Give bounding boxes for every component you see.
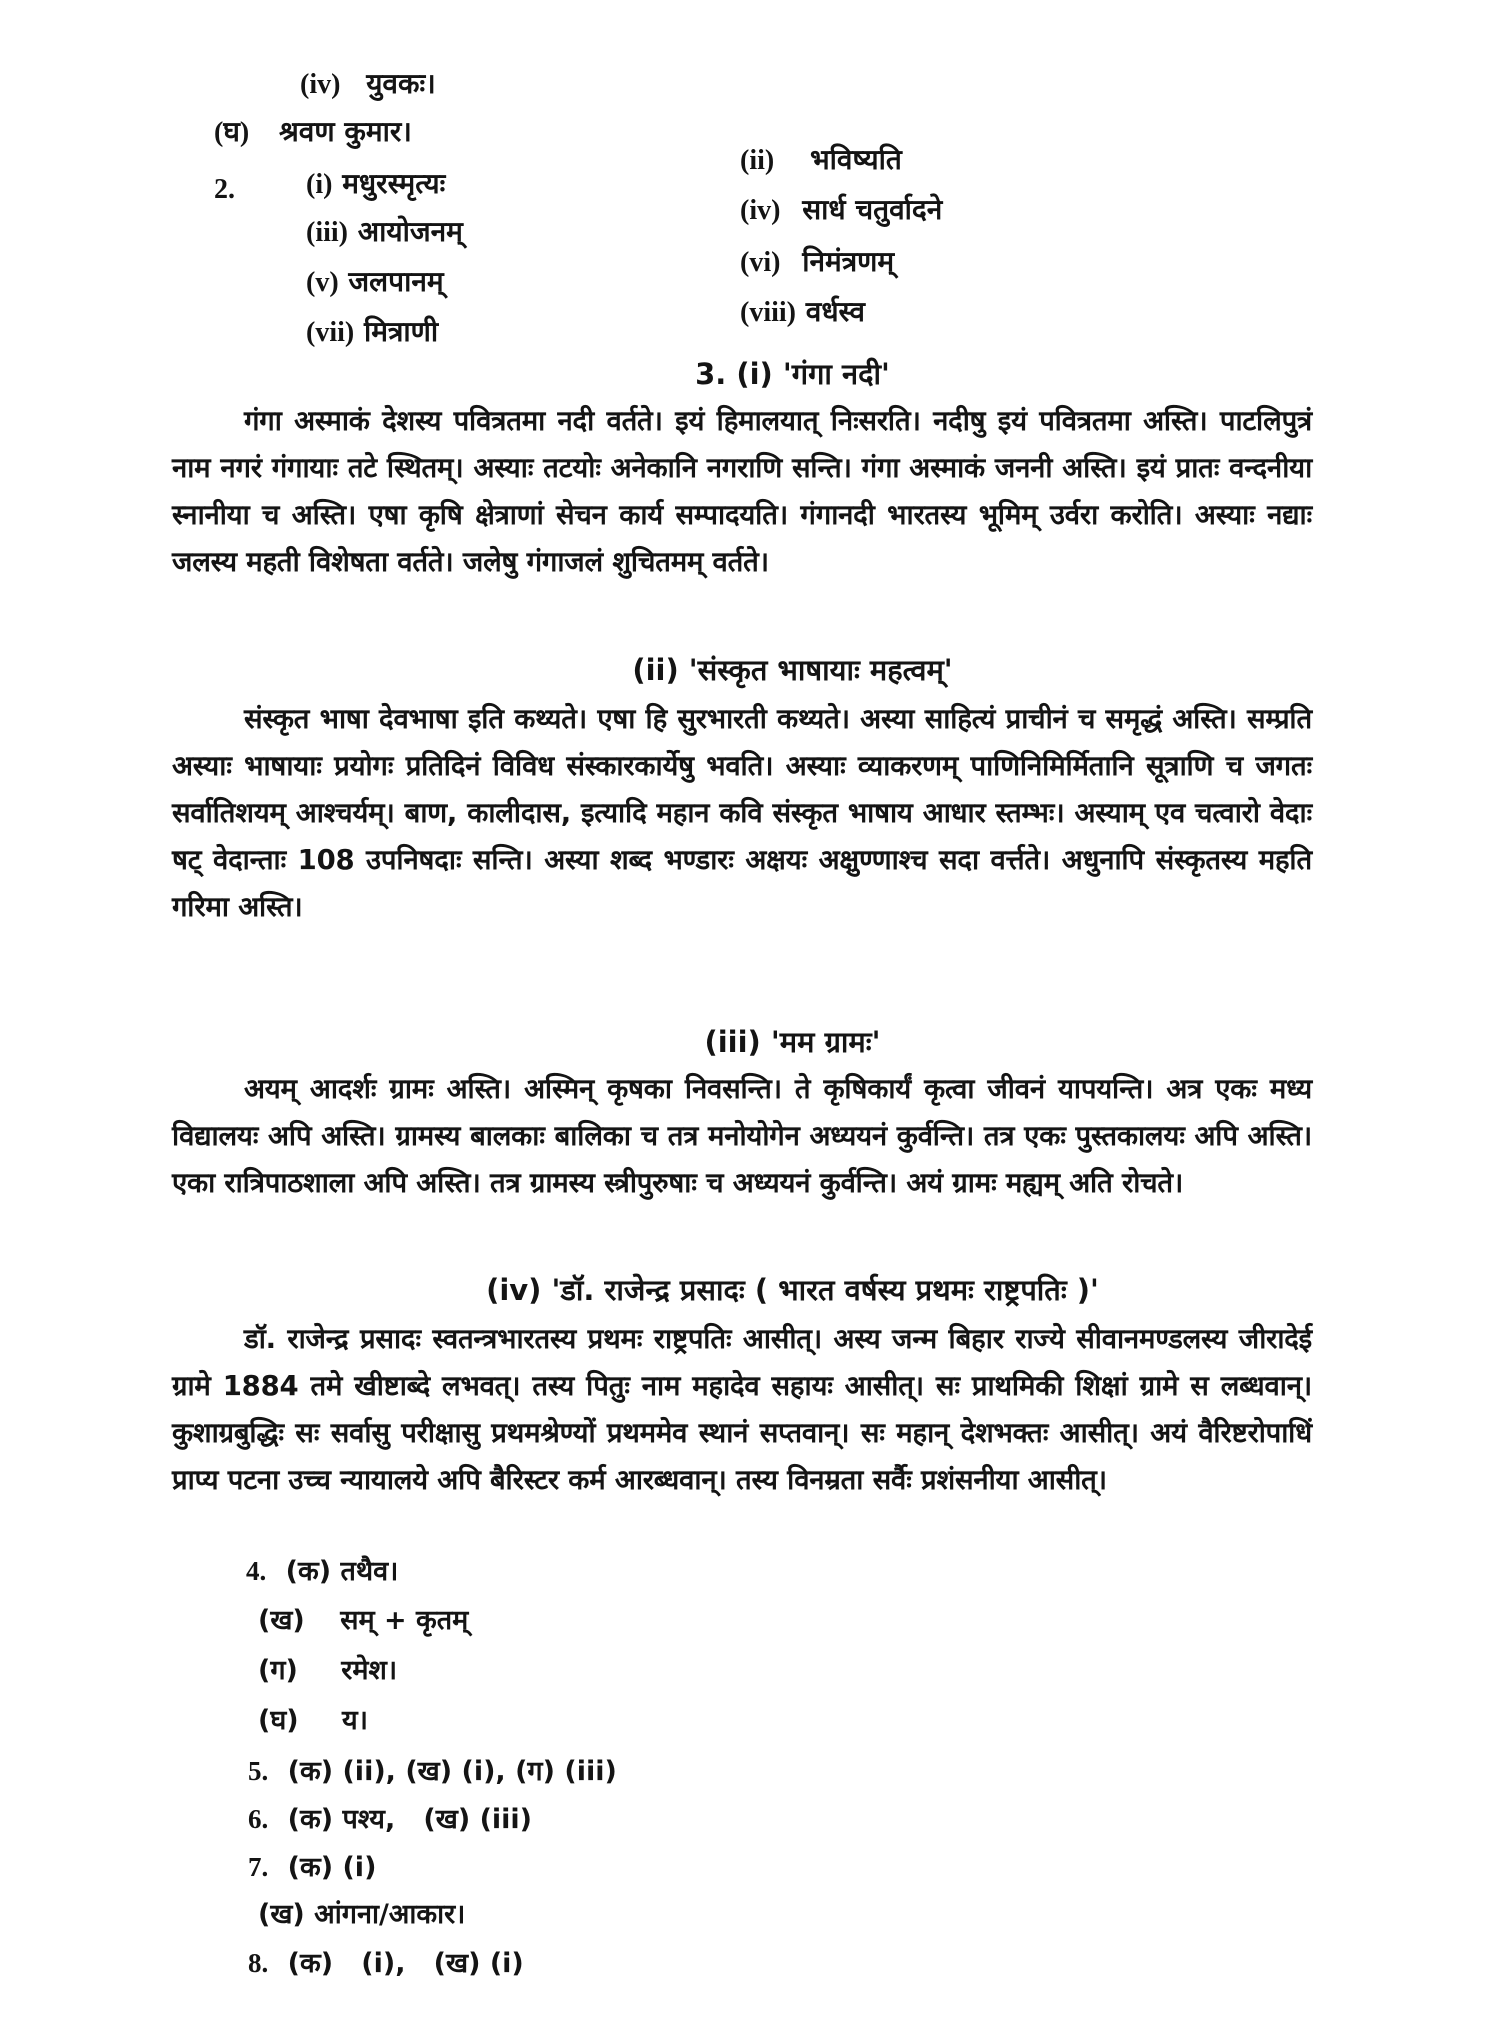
item-label: (क) bbox=[285, 1556, 332, 1587]
item-text: श्रवण कुमार। bbox=[278, 115, 412, 148]
question-number: 8. bbox=[248, 1948, 269, 1978]
q7-answer-kha: (ख) आंगना/आकार। bbox=[258, 1899, 466, 1930]
answer-text: (क) (i), (ख) (i) bbox=[287, 1948, 524, 1979]
q2-item bbox=[740, 294, 865, 331]
item-label: (v) bbox=[306, 267, 339, 298]
item-text: मित्राणी bbox=[363, 315, 439, 348]
item-label: (घ) bbox=[258, 1705, 299, 1736]
q2-item bbox=[740, 142, 902, 179]
q2-item bbox=[740, 244, 894, 281]
question-number: 6. bbox=[248, 1804, 269, 1834]
item-label: (vi) bbox=[740, 247, 781, 278]
q4-item-gha bbox=[258, 1704, 368, 1738]
item-text: जलपानम् bbox=[348, 265, 444, 298]
item-label: (ख) bbox=[258, 1605, 305, 1636]
item-label: (iv) bbox=[300, 69, 341, 100]
essay-body-sanskrit: संस्कृत भाषा देवभाषा इति कथ्यते। एषा हि सुरभारती कथ्यते। अस्या साहित्यं प्राचीनं च समृद्धं अस्ति। सम्प्रति अस्याः भाषायाः प्रयोगः प्रतिदिनं विविध संस्कारकार्येषु भवति। अस्याः व्याकरणम् पाणिनिमिर्मितानि सूत्राणि च जगतः सर्वातिशयम् आश्चर्यम्। बाण, कालीदास, इत्यादि महान कवि संस्कृत भाषाय आधार स्तम्भः। अस्याम् एव चत्वारो वेदाः षट् वेदान्ताः 108 उपनिषदाः सन्ति। अस्या शब्द भण्डारः अक्षयः अक्षुण्णाश्च सदा वर्त्तते। अधुनापि संस्कृतस्य महति गरिमा अस्ति। bbox=[172, 703, 1312, 923]
answer-text: (क) (i) bbox=[287, 1852, 377, 1883]
item-text: य। bbox=[342, 1705, 368, 1736]
question-number: 7. bbox=[248, 1852, 269, 1882]
item-label: (iv) bbox=[740, 195, 781, 226]
essay-body-village: अयम् आदर्शः ग्रामः अस्ति। अस्मिन् कृषका निवसन्ति। ते कृषिकार्यं कृत्वा जीवनं यापयन्ति। अत्र एकः मध्य विद्यालयः अपि अस्ति। ग्रामस्य बालकाः बालिका च तत्र मनोयोगेन अध्ययनं कुर्वन्ति। तत्र एकः पुस्तकालयः अपि अस्ति। एका रात्रिपाठशाला अपि अस्ति। तत्र ग्रामस्य स्त्रीपुरुषाः च अध्ययनं कुर्वन्ति। अयं ग्रामः मह्यम् अति रोचते। bbox=[172, 1073, 1312, 1199]
q2-item bbox=[306, 166, 445, 203]
answer-text: (क) (ii), (ख) (i), (ग) (iii) bbox=[287, 1756, 617, 1787]
essay-heading-ganga: 3. (i) 'गंगा नदी' bbox=[695, 357, 890, 391]
item-text: आयोजनम् bbox=[357, 215, 463, 248]
q2-number: 2. bbox=[214, 174, 235, 205]
essay-body-ganga: गंगा अस्माकं देशस्य पवित्रतमा नदी वर्तते। इयं हिमालयात् निःसरति। नदीषु इयं पवित्रतमा अस्ति। पाटलिपुत्रं नाम नगरं गंगायाः तटे स्थितम्। अस्याः तटयोः अनेकानि नगराणि सन्ति। गंगा अस्माकं जननी अस्ति। इयं प्रातः वन्दनीया स्नानीया च अस्ति। एषा कृषि क्षेत्राणां सेचन कार्य सम्पादयति। गंगानदी भारतस्य भूमिम् उर्वरा करोति। अस्याः नद्याः जलस्य महती विशेषता वर्तते। जलेषु गंगाजलं शुचितमम् वर्तते। bbox=[172, 405, 1312, 578]
q1-item-iv bbox=[300, 66, 436, 103]
item-text: निमंत्रणम् bbox=[802, 245, 895, 278]
item-text: भविष्यति bbox=[809, 143, 902, 176]
q7-answer-ka bbox=[248, 1850, 376, 1885]
item-label: (ii) bbox=[740, 145, 775, 176]
essay-heading-rajendra-prasad: (iv) 'डॉ. राजेन्द्र प्रसादः ( भारत वर्षस्य प्रथमः राष्ट्रपतिः )' bbox=[486, 1273, 1099, 1307]
q2-item bbox=[306, 264, 444, 301]
q6-answer bbox=[248, 1802, 532, 1837]
q4-item-ka bbox=[246, 1554, 398, 1589]
essay-heading-village: (iii) 'मम ग्रामः' bbox=[704, 1025, 881, 1059]
essay-heading-sanskrit: (ii) 'संस्कृत भाषायाः महत्वम्' bbox=[632, 653, 953, 687]
item-text: मधुरस्मृत्यः bbox=[342, 167, 446, 200]
item-text: युवकः। bbox=[366, 67, 436, 100]
item-label: (viii) bbox=[740, 297, 796, 328]
item-label: (iii) bbox=[306, 217, 348, 248]
question-number: 5. bbox=[248, 1756, 269, 1786]
q2-item bbox=[740, 192, 942, 229]
item-text: तथैव। bbox=[340, 1556, 399, 1587]
item-text: रमेश। bbox=[341, 1655, 398, 1686]
item-text: सार्ध चतुर्वादने bbox=[802, 193, 943, 226]
q2-item bbox=[306, 214, 463, 251]
item-text: वर्धस्व bbox=[805, 295, 865, 328]
item-label: (ग) bbox=[258, 1655, 298, 1686]
q8-answer bbox=[248, 1946, 524, 1981]
item-label: (घ) bbox=[214, 117, 250, 148]
answer-text: (क) पश्य, (ख) (iii) bbox=[287, 1804, 533, 1835]
essay-body-rajendra-prasad: डॉ. राजेन्द्र प्रसादः स्वतन्त्रभारतस्य प्रथमः राष्ट्रपतिः आसीत्। अस्य जन्म बिहार राज्ये सीवानमण्डलस्य जीरादेई ग्रामे 1884 तमे खीष्टाब्दे लभवत्। तस्य पितुः नाम महादेव सहायः आसीत्। सः प्राथमिकी शिक्षां ग्रामे स लब्धवान्। कुशाग्रबुद्धिः सः सर्वासु परीक्षासु प्रथमश्रेण्यों प्रथममेव स्थानं सप्तवान्। सः महान् देशभक्तः आसीत्। अयं वैरिष्टरोपाधिं प्राप्य पटना उच्च न्यायालये अपि बैरिस्टर कर्म आरब्धवान्। तस्य विनम्रता सर्वैः प्रशंसनीया आसीत्। bbox=[172, 1323, 1312, 1496]
question-number: 4. bbox=[246, 1556, 267, 1586]
q4-item-ga bbox=[258, 1654, 397, 1688]
q4-item-kha bbox=[258, 1604, 468, 1638]
q5-answer bbox=[248, 1754, 617, 1789]
q2-item bbox=[306, 314, 438, 351]
item-text: सम् + कृतम् bbox=[340, 1605, 469, 1636]
q1-item-gha bbox=[214, 114, 412, 151]
item-label: (vii) bbox=[306, 317, 355, 348]
item-label: (i) bbox=[306, 169, 333, 200]
